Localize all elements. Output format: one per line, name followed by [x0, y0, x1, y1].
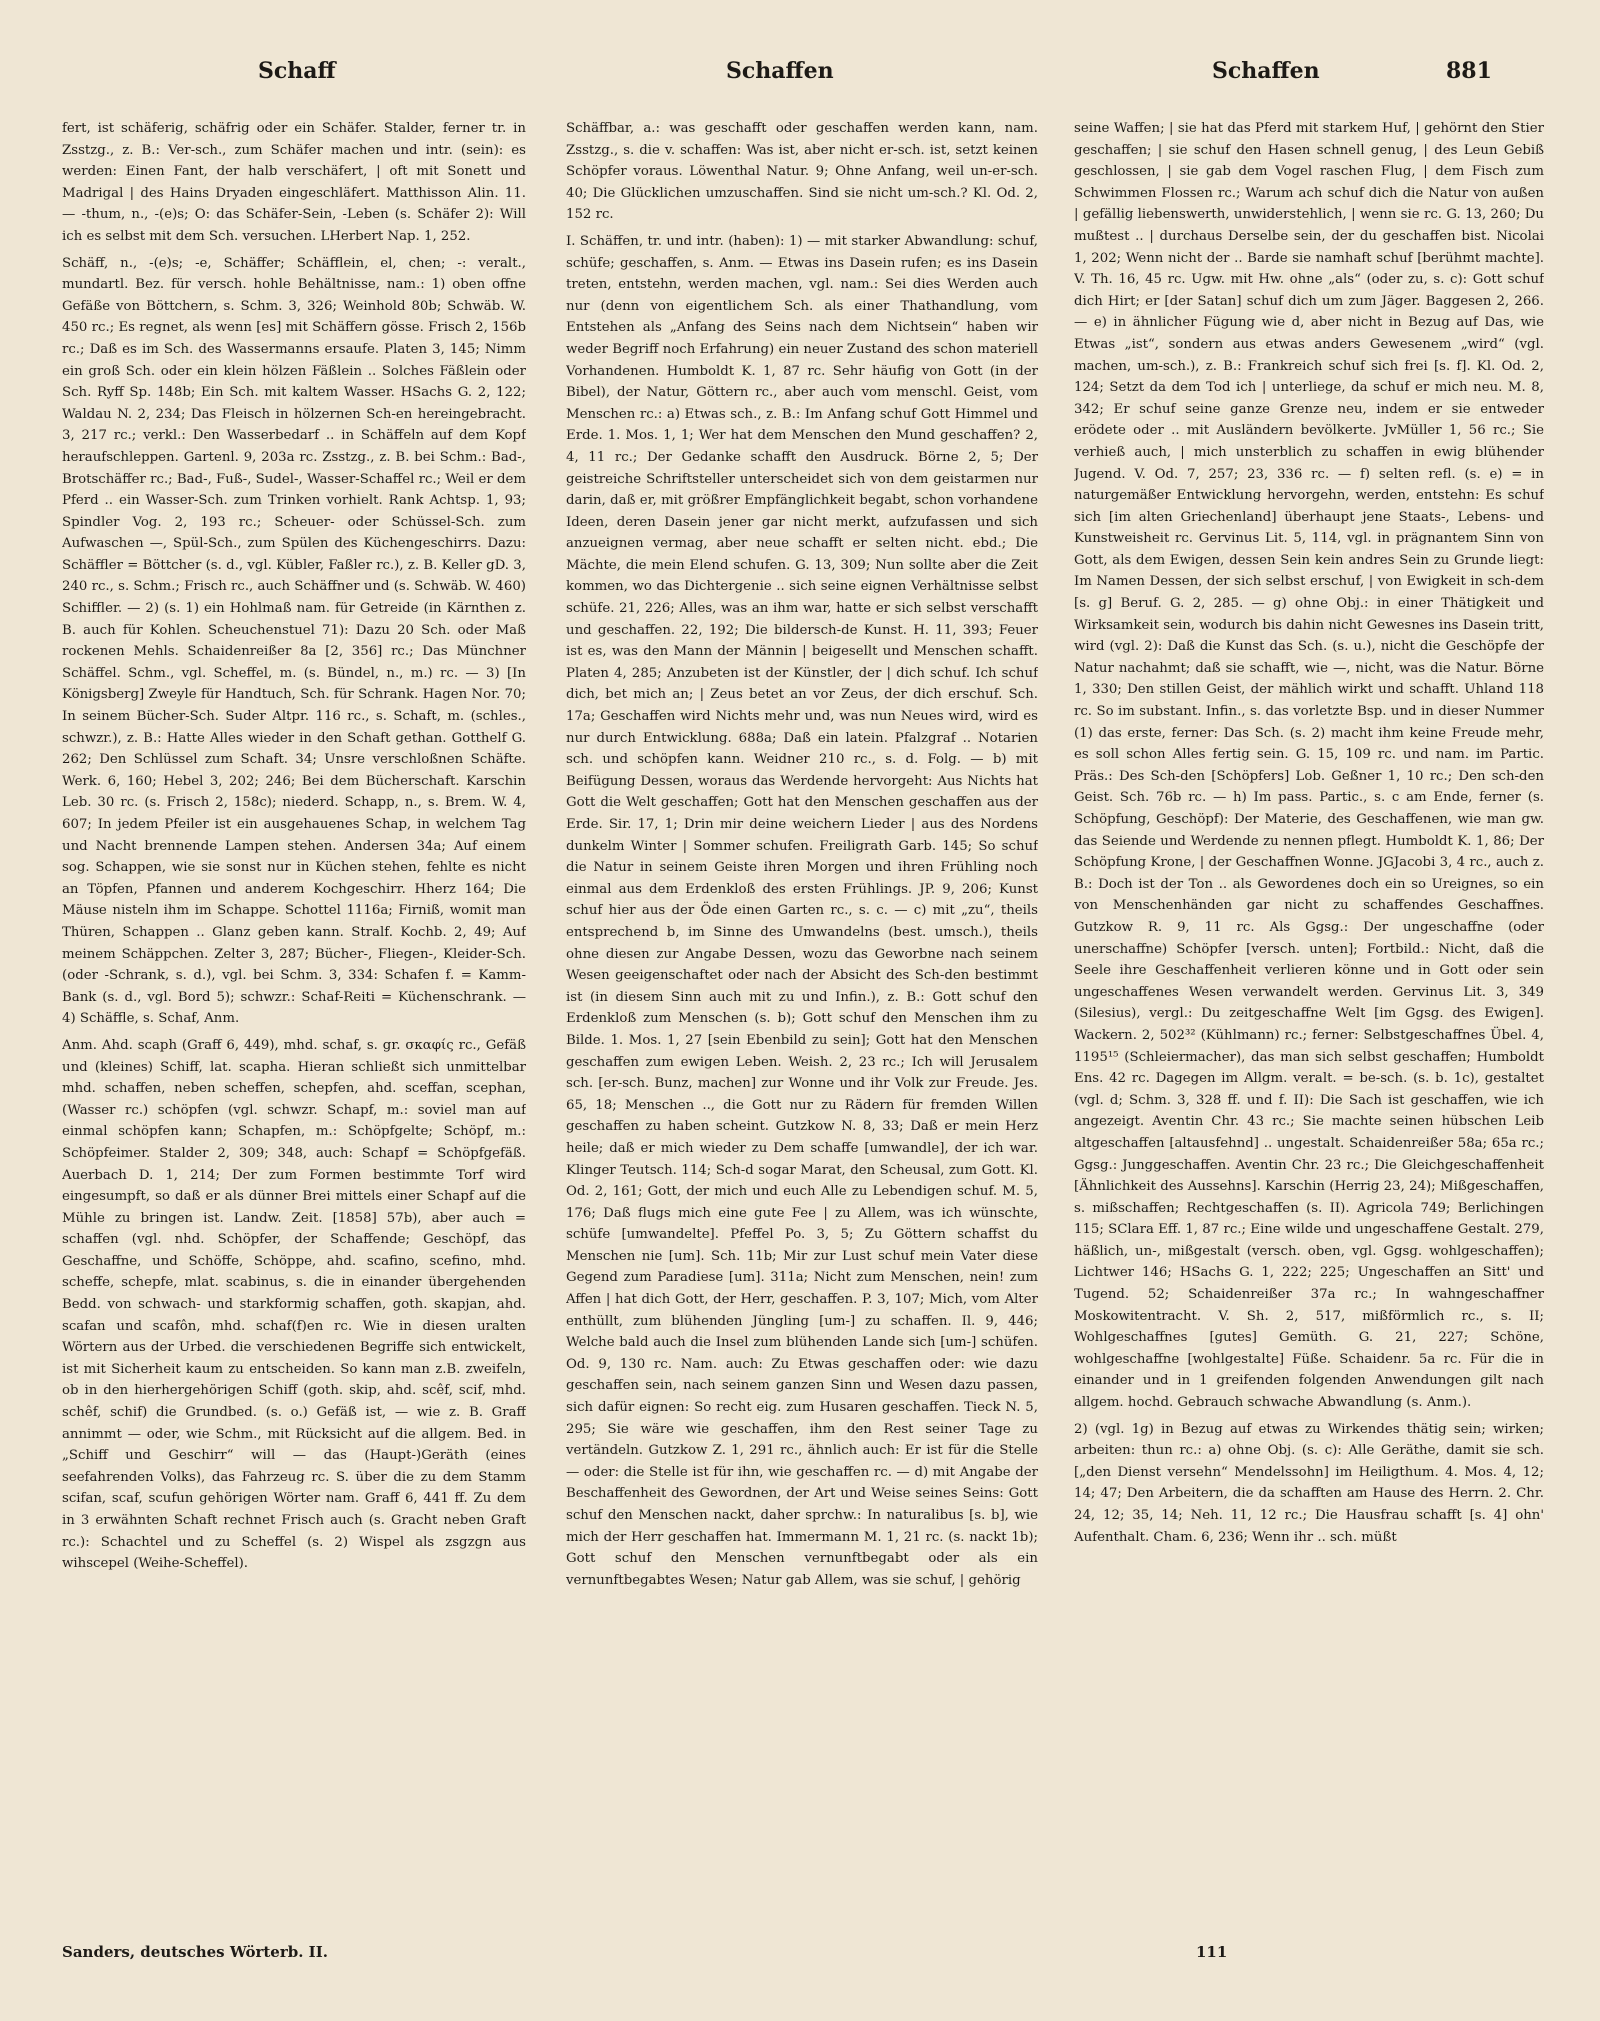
entry-schaeff-anm: Anm. Ahd. scaph (Graff 6, 449), mhd. schaf, s. gr. σκαφίς rc., Gefäß und (kleines) Schiff, lat. scapha. Hieran schließt sich unmittelbar mhd. schaffen, neben scheffen, schepfen, ahd. sceffan, scephan, (Wasser rc.) schöpfen (vgl. schwzr. Schapf, m.: soviel man auf einmal schöpfen kann; Schapfen, m.: Schöpfgelte; Schöpf, m.: Schöpfeimer. Stalder 2, 309; 348, auch: Schapf = Schöpfgefäß. Auerbach D. 1, 214; Der zum Formen bestimmte Torf wird eingesumpft, so daß er als dünner Brei mittels einer Schapf auf die Mühle zu bringen ist. Landw. Zeit. [1858] 57b), aber auch = schaffen (vgl. nhd. Schöpfer, der Schaffende; Geschöpf, das Geschaffne, und Schöffe, Schöppe, ahd. scafino, scefino, mhd. scheffe, schepfe, mlat. scabinus, s. die in einander übergehenden Bedd. von schwach- und starkformig schaffen, goth. skapjan, ahd. scafan und scafôn, mhd. schaf(f)en rc. Wie in diesen uralten Wörtern aus der Urbed. die verschiedenen Begriffe sich entwickelt, ist mit Sicherheit kaum zu entscheiden. So kann man z.B. zweifeln, ob in den hierhergehörigen Schiff (goth. skip, ahd. scêf, scif, mhd. schêf, schif) die Grundbed. (s. o.) Gefäß ist, — wie z. B. Graff annimmt — oder, wie Schm., mit Rücksicht auf die allgem. Bed. in „Schiff und Geschirr“ will — das (Haupt-)Geräth (eines seefahrenden Volks), das Fahrzeug rc. S. über die zu dem Stamm scifan, scaf, scufun gehörigen Wörter nam. Graff 6, 441 ff. Zu dem in 3 erwähnten Schaft rechnet Frisch auch (s. Gracht neben Graft rc.): Schachtel und zu Scheffel (s. 2) Wispel als zsgzgn aus wihscepel (Weihe-Scheffel). — [62, 1037, 526, 1572]
header-center-word: Schaffen — [726, 58, 834, 84]
header-right-word: Schaffen — [1212, 58, 1320, 84]
page-number: 881 — [1446, 58, 1492, 84]
entry-schaeffen-1-cont: seine Waffen; | sie hat das Pferd mit starkem Huf, | gehörnt den Stier geschaffen; | sie schuf den Hasen schnell genug, | des Leun Gebiß geschlossen, | sie gab dem Vogel raschen Flug, | dem Fisch zum Schwimmen Flossen rc.; Warum ach schuf dich die Natur von außen | gefällig liebenswerth, unwiderstehlich, | wenn sie rc. G. 13, 260; Du mußtest .. | durchaus Derselbe sein, der du geschaffen bist. Nicolai 1, 202; Wenn nicht der .. Barde sie namhaft schuf [berühmt machte]. V. Th. 16, 45 rc. Ugw. mit Hw. ohne „als“ (oder zu, s. c): Gott schuf dich Hirt; er [der Satan] schuf dich um zum Jäger. Baggesen 2, 266. — e) in ähnlicher Fügung wie d, aber nicht in Bezug auf Das, wie Etwas „ist“, sondern aus etwas anders Gewesenem „wird“ (vgl. machen, um-sch.), z. B.: Frankreich schuf sich frei [s. f]. Kl. Od. 2, 124; Setzt da dem Tod ich | unterliege, da schuf er mich neu. M. 8, 342; Er schuf seine ganze Grenze neu, indem er sie entweder erödete oder .. mit Ausländern bevölkerte. JvMüller 1, 56 rc.; Sie verhieß auch, | mich unsterblich zu schaffen in ewig blühender Jugend. V. Od. 7, 257; 23, 336 rc. — f) selten refl. (s. e) = in naturgemäßer Entwicklung hervorgehn, werden, entstehn: Es schuf sich [im alten Griechenland] überhaupt jene Staats-, Lebens- und Kunstweisheit rc. Gervinus Lit. 5, 114, vgl. in prägnantem Sinn von Gott, als dem Ewigen, dessen Sein kein andres Sein zu Grunde liegt: Im Namen Dessen, der sich selbst erschuf, | von Ewigkeit in sch-dem [s. g] Beruf. G. 2, 285. — g) ohne Obj.: in einer Thätigkeit und Wirksamkeit sein, wodurch bis dahin nicht Gewesnes ins Dasein tritt, wird (vgl. 2): Daß die Kunst das Sch. (s. u.), nicht die Geschöpfe der Natur nachahmt; daß sie schafft, wie —, nicht, was die Natur. Börne 1, 330; Den stillen Geist, der mählich wirkt und schafft. Uhland 118 rc. So im substant. Infin., s. das vorletzte Bsp. und in dieser Nummer (1) das erste, ferner: Das Sch. (s. 2) macht ihm keine Freude mehr, es soll schon Alles fertig sein. G. 15, 109 rc. und nam. im Partic. Präs.: Des Sch-den [Schöpfers] Lob. Geßner 1, 10 rc.; Den sch-den Geist. Sch. 76b rc. — h) Im pass. Partic., s. c am Ende, ferner (s. Schöpfung, Geschöpf): Der Materie, des Geschaffenen, wie man gw. das Seiende und Werdende zu nennen pflegt. Humboldt K. 1, 86; Der Schöpfung Krone, | der Geschaffnen Wonne. JGJacobi 3, 4 rc., auch z. B.: Doch ist der Ton .. als Gewordenes doch ein so Ureignes, so ein von Menschenhänden gar nicht zu schaffendes Geschaffnes. Gutzkow R. 9, 11 rc. Als Ggsg.: Der ungeschaffne (oder unerschaffne) Schöpfer [versch. unten]; Fortbild.: Nicht, daß die Seele ihre Geschaffenheit verlieren könne und in Gott oder sein ungeschaffenes Wesen verwandelt werden. Gervinus Lit. 3, 349 (Silesius), vergl.: Du zeitgeschaffne Welt [im Ggsg. des Ewigen]. Wackern. 2, 502³² (Kühlmann) rc.; ferner: Selbstgeschaffnes Übel. 4, 1195¹⁵ (Schleiermacher), das man sich selbst geschaffen; Humboldt Ens. 42 rc. Dagegen im Allgm. veralt. = be-sch. (s. b. 1c), gestaltet (vgl. d; Schm. 3, 328 ff. und f. II): Die Sach ist geschaffen, wie ich angezeigt. Aventin Chr. 43 rc.; Sie machte seinen hübschen Leib altgeschaffen [altausfehnd] .. ungestalt. Schaidenreißer 58a; 65a rc.; Ggsg.: Junggeschaffen. Aventin Chr. 23 rc.; Die Gleichgeschaffenheit [Ähnlichkeit des Aussehns]. Karschin (Herrig 23, 24); Mißgeschaffen, s. mißschaffen; Rechtgeschaffen (s. II). Agricola 749; Berlichingen 115; SClara Eff. 1, 87 rc.; Eine wilde und ungeschaffene Gestalt. 279, häßlich, un-, mißgestalt (versch. oben, vgl. Ggsg. wohlgeschaffen); Lichtwer 146; HSachs G. 1, 222; 225; Ungeschaffen an Sitt' und Tugend. 52; Schaidenreißer 37a rc.; In wahngeschaffner Moskowitentracht. V. Sh. 2, 517, mißförmlich rc., s. II; Wohlgeschaffnes [gutes] Gemüth. G. 21, 227; Schöne, wohlgeschaffne [wohlgestalte] Füße. Schaidenr. 5a rc. Für die in einander und in 1 greifenden folgenden Anwendungen gilt nach allgem. hochd. Gebrauch schwache Abwandlung (s. Anm.). — [1074, 121, 1544, 1411]
running-header — [0, 58, 1600, 98]
column-3 — [1074, 118, 1544, 1908]
signature-mark: 111 — [1196, 1943, 1228, 1961]
entry-schaeffen-1: I. Schäffen, tr. und intr. (haben): 1) — mit starker Abwandlung: schuf, schüfe; geschaffen, s. Anm. — Etwas ins Dasein rufen; es ins Dasein treten, entstehn, werden machen, vgl. nam.: Sei dies Werden auch nur (denn von eigentlichem Sch. als einer Thathandlung, vom Entstehen als „Anfang des Seins nach dem Nichtsein“ haben wir weder Begriff noch Erfahrung) ein neuer Zustand des schon materiell Vorhandenen. Humboldt K. 1, 87 rc. Sehr häufig von Gott (in der Bibel), der Natur, Göttern rc., aber auch vom menschl. Geist, vom Menschen rc.: a) Etwas sch., z. B.: Im Anfang schuf Gott Himmel und Erde. 1. Mos. 1, 1; Wer hat dem Menschen den Mund geschaffen? 2, 4, 11 rc.; Der Gedanke schafft den Ausdruck. Börne 2, 5; Der geistreiche Schriftsteller unterscheidet sich von dem geistarmen nur darin, daß er, mit größrer Empfänglichkeit begabt, schon vorhandene Ideen, deren Dasein jener gar nicht merkt, aufzufassen und sich anzueignen vermag, aber neue schafft er selten nicht. ebd.; Die Mächte, die mein Elend schufen. G. 13, 309; Nun sollte aber die Zeit kommen, wo das Dichtergenie .. sich seine eignen Verhältnisse selbst schüfe. 21, 226; Alles, was an ihm war, hatte er sich selbst verschafft und geschaffen. 22, 192; Die bildersch-de Kunst. H. 11, 393; Feuer ist es, was den Mann der Männin | beigesellt und Menschen schafft. Platen 4, 285; Anzubeten ist der Künstler, der | dich schuf. Ich schuf dich, bet mich an; | Zeus betet an vor Zeus, der dich erschuf. Sch. 17a; Geschaffen wird Nichts mehr und, was nun Neues wird, wird es nur durch Entwicklung. 688a; Daß ein latein. Pfalzgraf .. Notarien sch. und schöpfen kann. Weidner 210 rc., s. d. Folg. — b) mit Beifügung Dessen, woraus das Werdende hervorgeht: Aus Nichts hat Gott die Welt geschaffen; Gott hat den Menschen geschaffen aus der Erde. Sir. 17, 1; Drin mir deine weichern Lieder | aus des Nordens dunkelm Winter | Sommer schufen. Freiligrath Garb. 145; So schuf die Natur in seinem Geiste ihren Morgen und ihren Frühling noch einmal aus dem Erdenkloß des ersten Frühlings. JP. 9, 206; Kunst schuf hier aus der Öde einen Garten rc., s. c. — c) mit „zu“, theils entsprechend b, im Sinne des Umwandelns (best. umsch.), theils ohne diesen zur Angabe Dessen, wozu das Geworbne nach seinem Wesen geeigenschaftet oder nach der Absicht des Sch-den bestimmt ist (in diesem Sinn auch mit zu und Infin.), z. B.: Gott schuf den Erdenkloß zum Menschen (s. b); Gott schuf den Menschen ihm zu Bilde. 1. Mos. 1, 27 [sein Ebenbild zu sein]; Gott hat den Menschen geschaffen zum ewigen Leben. Weish. 2, 23 rc.; Ich will Jerusalem sch. [er-sch. Bunz, machen] zur Wonne und ihr Volk zur Freude. Jes. 65, 18; Menschen .., die Gott nur zu Rädern für fremden Willen geschaffen zu haben scheint. Gutzkow N. 8, 33; Daß er mein Herz heile; daß er mich wieder zu Dem schaffe [umwandle], der ich war. Klinger Teutsch. 114; Sch-d sogar Marat, den Scheusal, zum Gott. Kl. Od. 2, 161; Gott, der mich und euch Alle zu Lebendigen schuf. M. 5, 176; Daß flugs mich eine gute Fee | zu Allem, was ich wünschte, schüfe [umwandelte]. Pfeffel Po. 3, 5; Zu Göttern schaffst du Menschen nie [um]. Sch. 11b; Mir zur Lust schuf mein Vater diese Gegend zum Paradiese [um]. 311a; Nicht zum Menschen, nein! zum Affen | hat dich Gott, der Herr, geschaffen. P. 3, 107; Mich, vom Alter enthüllt, zum blühenden Jüngling [um-] zu schaffen. Il. 9, 446; Welche bald auch die Insel zum blühenden Lande sich [um-] schüfen. Od. 9, 130 rc. Nam. auch: Zu Etwas geschaffen oder: wie dazu geschaffen sein, nach seinem ganzen Sinn und Wesen dazu passen, sich dafür eignen: So recht eig. zum Husaren geschaffen. Tieck N. 5, 295; Sie wäre wie geschaffen, ihm den Rest seiner Tage zu vertändeln. Gutzkow Z. 1, 291 rc., ähnlich auch: Er ist für die Stelle — oder: die Stelle ist für ihn, wie geschaffen rc. — d) mit Angabe der Beschaffenheit des Gewordnen, der Art und Weise seines Seins: Gott schuf den Menschen nackt, daher sprchw.: In naturalibus [s. b], wie mich der Herr geschaffen hat. Immermann M. 1, 21 rc. (s. nackt 1b); Gott schuf den Menschen vernunftbegabt oder als ein vernunftbegabtes Wesen; Natur gab Allem, was sie schuf, | gehörig — [566, 233, 1038, 1588]
column-2 — [566, 118, 1038, 1908]
entry-schaeferig: fert, ist schäferig, schäfrig oder ein Schäfer. Stalder, ferner tr. in Zsstzg., z. B.: Ver-sch., zum Schäfer machen und intr. (sein): es werden: Einen Fant, der halb verschäfert, | oft mit Sonett und Madrigal | des Hains Dryaden eingeschläfert. Matthisson Alin. 11. — -thum, n., -(e)s; O: das Schäfer-Sein, -Leben (s. Schäfer 2): Will ich es selbst mit dem Sch. versuchen. LHerbert Nap. 1, 252. — [62, 121, 526, 244]
entry-schaeffen-2: 2) (vgl. 1g) in Bezug auf etwas zu Wirkendes thätig sein; wirken; arbeiten: thun rc.: a) ohne Obj. (s. c): Alle Geräthe, damit sie sch. [„den Dienst versehn“ Mendelssohn] im Heiligthum. 4. Mos. 4, 12; 14; 47; Den Arbeitern, die da schafften am Hause des Herrn. 2. Chr. 24, 12; 35, 14; Neh. 11, 12 rc.; Die Hausfrau schafft [s. 4] ohn' Aufenthalt. Cham. 6, 236; Wenn ihr .. sch. müßt — [1074, 1421, 1544, 1545]
header-left-word: Schaff — [258, 58, 336, 84]
footer-title: Sanders, deutsches Wörterb. II. — [62, 1943, 328, 1961]
entry-schaeffbar: Schäffbar, a.: was geschafft oder geschaffen werden kann, nam. Zsstzg., s. die v. schaffen: Was ist, aber nicht er-sch. ist, setzt keinen Schöpfer voraus. Löwenthal Natur. 9; Ohne Anfang, weil un-er-sch. 40; Die Glücklichen umzuschaffen. Sind sie nicht um-sch.? Kl. Od. 2, 152 rc. — [566, 121, 1038, 223]
column-1 — [62, 118, 526, 1908]
entry-schaeff: Schäff, n., -(e)s; -e, Schäffer; Schäfflein, el, chen; -: veralt., mundartl. Bez. für versch. hohle Behältnisse, nam.: 1) oben offne Gefäße von Böttchern, s. Schm. 3, 326; Weinhold 80b; Schwäb. W. 450 rc.; Es regnet, als wenn [es] mit Schäffern gösse. Frisch 2, 156b rc.; Daß es im Sch. des Wassermanns ersaufe. Platen 3, 145; Nimm ein groß Sch. oder ein klein hölzen Fäßlein .. Solches Fäßlein oder Sch. Ryff Sp. 148b; Ein Sch. mit kaltem Wasser. HSachs G. 2, 122; Waldau N. 2, 234; Das Fleisch in hölzernen Sch-en hereingebracht. 3, 217 rc.; verkl.: Den Wasserbedarf .. in Schäffeln auf dem Kopf heraufschleppen. Gartenl. 9, 203a rc. Zsstzg., z. B. bei Schm.: Bad-, Brotschäffer rc.; Bad-, Fuß-, Sudel-, Wasser-Schaffel rc.; Weil er dem Pferd .. ein Wasser-Sch. zum Trinken vorhielt. Rank Achtsp. 1, 93; Spindler Vog. 2, 193 rc.; Scheuer- oder Schüssel-Sch. zum Aufwaschen —, Spül-Sch., zum Spülen des Küchengeschirrs. Dazu: Schäffler = Böttcher (s. d., vgl. Kübler, Faßler rc.), z. B. Keller gD. 3, 240 rc., s. Schm.; Frisch rc., auch Schäffner und (s. Schwäb. W. 460) Schiffler. — 2) (s. 1) ein Hohlmaß nam. für Getreide (in Kärnthen z. B. auch für Kohlen. Scheuchenstuel 71): Dazu 20 Sch. oder Maß rockenen Mehls. Schaidenreißer 8a [2, 356] rc.; Das Münchner Schäffel. Schm., vgl. Scheffel, m. (s. Bündel, n., m.) rc. — 3) [In Königsberg] Zweyle für Handtuch, Sch. für Schrank. Hagen Nor. 70; In seinem Bücher-Sch. Suder Altpr. 116 rc., s. Schaft, m. (schles., schwzr.), z. B.: Hatte Alles wieder in den Schaft gethan. Gotthelf G. 262; Den Schlüssel zum Schaft. 34; Unsre verschloßnen Schäfte. Werk. 6, 160; Hebel 3, 202; 246; Bei dem Bücherschaft. Karschin Leb. 30 rc. (s. Frisch 2, 158c); niederd. Schapp, n., s. Brem. W. 4, 607; In jedem Pfeiler ist ein ausgehauenes Schap, in welchem Tag und Nacht brennende Lampen stehen. Andersen 34a; Auf einem sog. Schappen, wie sie sonst nur in Küchen stehen, fehlte es nicht an Töpfen, Pfannen und anderem Kochgeschirr. Hherz 164; Die Mäuse nisteln ihm im Schappe. Schottel 1116a; Firniß, womit man Thüren, Schappen .. Glanz geben kann. Stralf. Kochb. 2, 49; Auf meinem Schäppchen. Zelter 3, 287; Bücher-, Fliegen-, Kleider-Sch. (oder -Schrank, s. d.), vgl. bei Schm. 3, 334: Schafen f. = Kamm-Bank (s. d., vgl. Bord 5); schwzr.: Schaf-Reiti = Küchenschrank. — 4) Schäffle, s. Schaf, Anm. — [62, 255, 526, 1027]
